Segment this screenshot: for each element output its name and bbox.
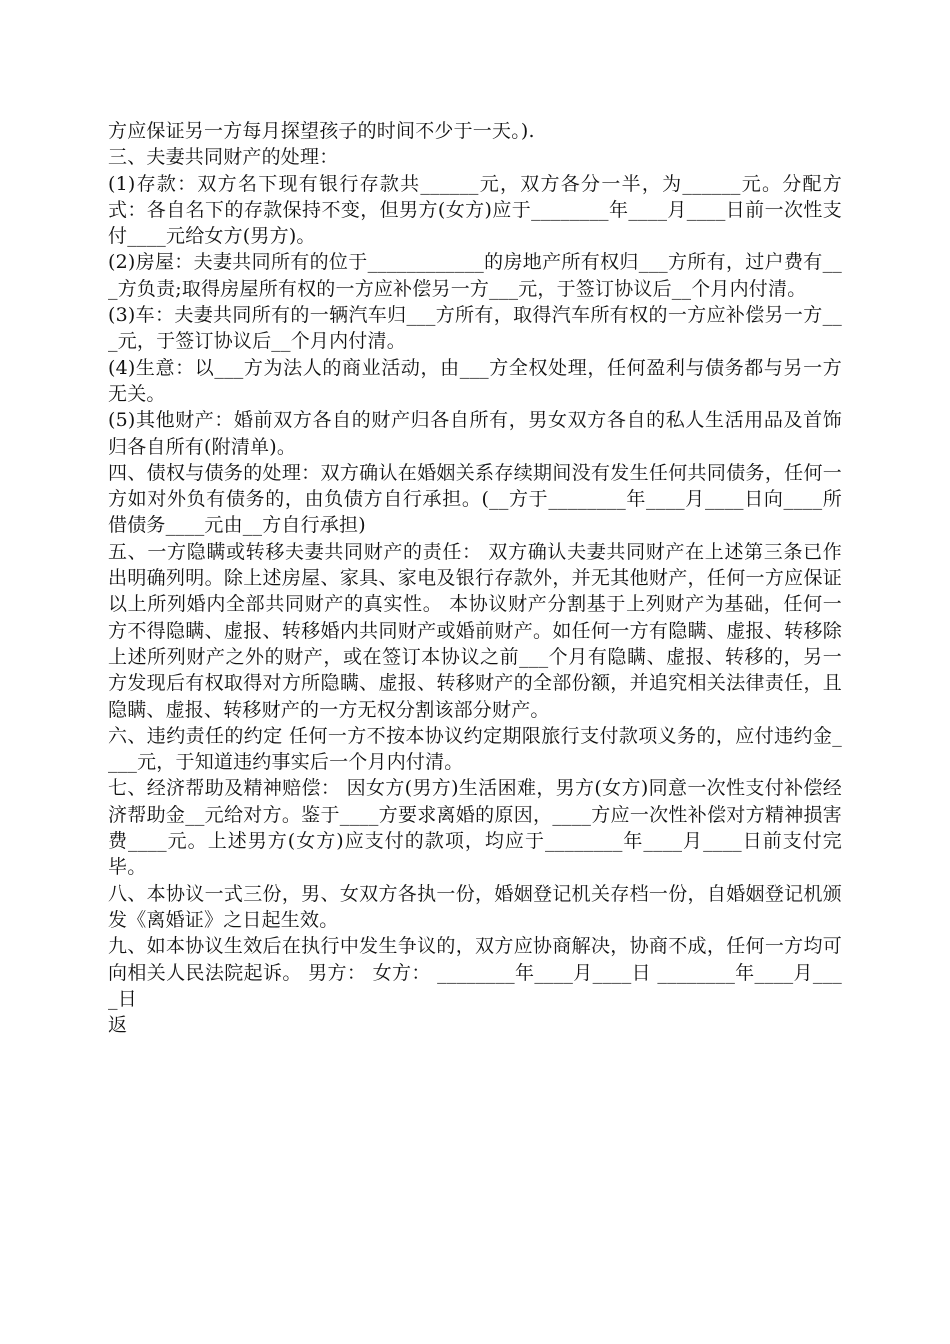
paragraph-house: (2)房屋：夫妻共同所有的位于____________的房地产所有权归___方所有，过户费有___方负责;取得房屋所有权的一方应补偿另一方___元，于签订协议后__个月内付清。 xyxy=(108,251,842,300)
paragraph-return-fragment: 返 xyxy=(108,1014,128,1037)
paragraph-other-property: (5)其他财产：婚前双方各自的财产归各自所有，男女双方各自的私人生活用品及首饰归各自所有(附清单)。 xyxy=(108,409,842,458)
paragraph-visitation-end: 方应保证另一方每月探望孩子的时间不少于一天。). xyxy=(108,120,535,142)
document-body xyxy=(108,118,842,1038)
paragraph-concealment: 五、一方隐瞒或转移夫妻共同财产的责任： 双方确认夫妻共同财产在上述第三条已作出明确列明。除上述房屋、家具、家电及银行存款外，并无其他财产，任何一方应保证以上所列婚内全部共同财产的真实性。 本协议财产分割基于上列财产为基础，任何一方不得隐瞒、虚报、转移婚内共同财产或婚前财产。如任何一方有隐瞒、虚报、转移除上述所列财产之外的财产，或在签订本协议之前___个月有隐瞒、虚报、转移的，另一方发现后有权取得对方所隐瞒、虚报、转移财产的全部份额，并追究相关法律责任，且隐瞒、虚报、转移财产的一方无权分割该部分财产。 xyxy=(108,540,842,721)
paragraph-debts: 四、债权与债务的处理：双方确认在婚姻关系存续期间没有发生任何共同债务，任何一方如对外负有债务的，由负债方自行承担。(__方于________年____月____日向____所借债务____元由__方自行承担) xyxy=(108,461,842,537)
paragraph-car: (3)车：夫妻共同所有的一辆汽车归___方所有，取得汽车所有权的一方应补偿另一方___元，于签订协议后__个月内付清。 xyxy=(108,304,842,353)
paragraph-compensation: 七、经济帮助及精神赔偿： 因女方(男方)生活困难，男方(女方)同意一次性支付补偿经济帮助金__元给对方。鉴于____方要求离婚的原因，____方应一次性补偿对方精神损害费____元。上述男方(女方)应支付的款项，均应于________年____月____日前支付完毕。 xyxy=(108,777,842,879)
paragraph-copies: 八、本协议一式三份，男、女双方各执一份，婚姻登记机关存档一份，自婚姻登记机颁发《离婚证》之日起生效。 xyxy=(108,882,842,931)
paragraph-disputes-signature: 九、如本协议生效后在执行中发生争议的，双方应协商解决，协商不成，任何一方均可向相关人民法院起诉。 男方： 女方： ________年____月____日 ________年____月____日 xyxy=(108,935,842,1010)
paragraph-business: (4)生意：以___方为法人的商业活动，由___方全权处理，任何盈利与债务都与另一方无关。 xyxy=(108,356,842,405)
paragraph-deposits: (1)存款：双方名下现有银行存款共______元，双方各分一半，为______元。分配方式：各自名下的存款保持不变，但男方(女方)应于________年____月____日前一次性支付____元给女方(男方)。 xyxy=(108,172,842,248)
section-heading-joint-property: 三、夫妻共同财产的处理： xyxy=(108,146,339,169)
paragraph-breach: 六、违约责任的约定 任何一方不按本协议约定期限旅行支付款项义务的，应付违约金____元，于知道违约事实后一个月内付清。 xyxy=(108,724,842,774)
